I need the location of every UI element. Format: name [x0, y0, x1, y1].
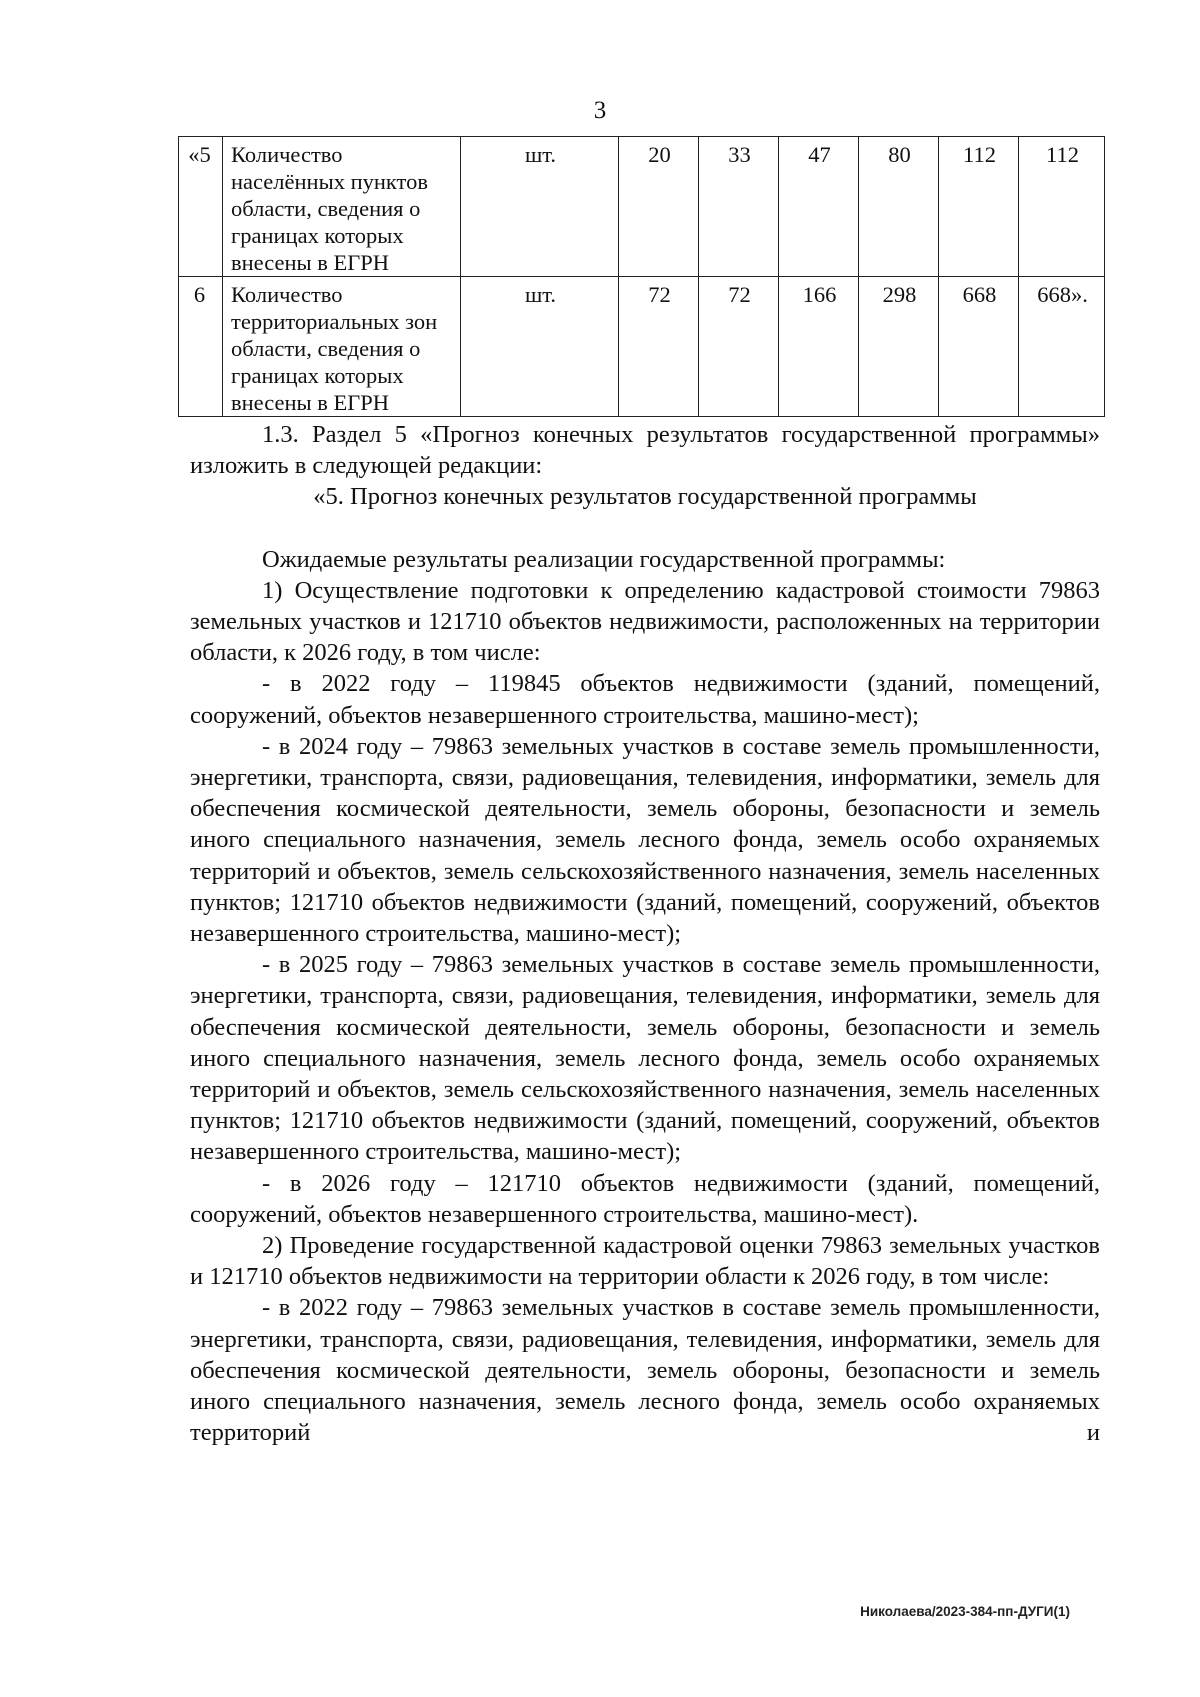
table-row	[179, 137, 1105, 277]
value-cell: 72	[619, 277, 699, 417]
value-cell: 112	[1019, 137, 1105, 277]
paragraph-item-1-2024: - в 2024 году – 79863 земельных участков в составе земель промышленности, энергетики, транспорта, связи, радиовещания, телевидения, информатики, земель для обеспечения космической деятельности, земель обороны, безопасности и земель иного специального назначения, земель лесного фонда, земель особо охраняемых территорий и объектов, земель сельскохозяйственного назначения, земель населенных пунктов; 121710 объектов недвижимости (зданий, помещений, сооружений, объектов незавершенного строительства, машино-мест);	[190, 732, 1100, 948]
value-cell: 33	[699, 137, 779, 277]
row-number: «5	[179, 137, 223, 277]
value-cell: 80	[859, 137, 939, 277]
value-cell: 20	[619, 137, 699, 277]
unit-cell: шт.	[461, 277, 619, 417]
paragraph-item-2-2022: - в 2022 году – 79863 земельных участков в составе земель промышленности, энергетики, транспорта, связи, радиовещания, телевидения, информатики, земель для обеспечения космической деятельности, земель обороны, безопасности и земель иного специального назначения, земель лесного фонда, земель особо охраняемых территорий и	[190, 1294, 1100, 1447]
table-row	[179, 277, 1105, 417]
paragraph-item-2: 2) Проведение государственной кадастровой оценки 79863 земельных участков и 121710 объектов недвижимости на территории области к 2026 году, в том числе:	[190, 1232, 1100, 1291]
page-number: 3	[593, 97, 607, 124]
row-number: 6	[179, 277, 223, 417]
value-cell: 72	[699, 277, 779, 417]
paragraph-item-1-2025: - в 2025 году – 79863 земельных участков в составе земель промышленности, энергетики, транспорта, связи, радиовещания, телевидения, информатики, земель для обеспечения космической деятельности, земель обороны, безопасности и земель иного специального назначения, земель лесного фонда, земель особо охраняемых территорий и объектов, земель сельскохозяйственного назначения, земель населенных пунктов; 121710 объектов недвижимости (зданий, помещений, сооружений, объектов незавершенного строительства, машино-мест);	[190, 951, 1100, 1166]
value-cell: 47	[779, 137, 859, 277]
paragraph-section-1-3: 1.3. Раздел 5 «Прогноз конечных результатов государственной программы» изложить в следующей редакции:	[190, 421, 1100, 480]
value-cell: 668».	[1019, 277, 1105, 417]
indicator-name: Количество территориальных зон области, сведения о границах которых внесены в ЕГРН	[223, 277, 461, 417]
paragraph-expected-results: Ожидаемые результаты реализации государственной программы:	[262, 545, 946, 573]
document-body	[190, 419, 1100, 1449]
value-cell: 668	[939, 277, 1019, 417]
value-cell: 166	[779, 277, 859, 417]
section-heading: «5. Прогноз конечных результатов государственной программы	[313, 483, 977, 511]
value-cell: 112	[939, 137, 1019, 277]
document-code: Николаева/2023-384-пп-ДУГИ(1)	[860, 1604, 1070, 1619]
indicators-table	[178, 136, 1105, 417]
paragraph-item-1: 1) Осуществление подготовки к определению кадастровой стоимости 79863 земельных участков и 121710 объектов недвижимости, расположенных на территории области, к 2026 году, в том числе:	[190, 576, 1100, 667]
indicator-name: Количество населённых пунктов области, сведения о границах которых внесены в ЕГРН	[223, 137, 461, 277]
paragraph-item-1-2026: - в 2026 году – 121710 объектов недвижимости (зданий, помещений, сооружений, объектов незавершенного строительства, машино-мест).	[190, 1169, 1100, 1228]
paragraph-item-1-2022: - в 2022 году – 119845 объектов недвижимости (зданий, помещений, сооружений, объектов незавершенного строительства, машино-мест);	[190, 670, 1100, 729]
value-cell: 298	[859, 277, 939, 417]
unit-cell: шт.	[461, 137, 619, 277]
